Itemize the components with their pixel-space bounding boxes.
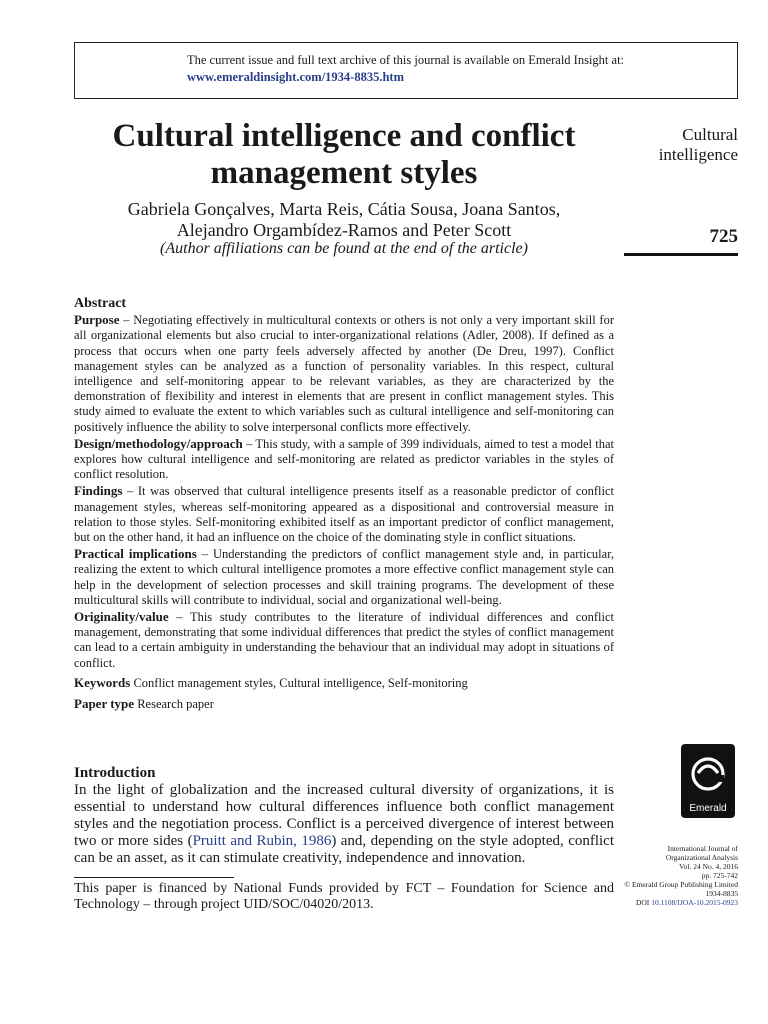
abstract-findings: [74, 483, 614, 545]
keywords-label: Keywords: [74, 674, 131, 690]
practical-label: Practical implications: [74, 546, 197, 562]
doi-label: DOI: [635, 898, 652, 907]
banner-text: The current issue and full text archive of this journal is available on Emerald Insight at:: [187, 53, 625, 67]
introduction-paragraph: [74, 782, 614, 867]
funding-footnote: This paper is financed by National Funds provided by FCT – Foundation for Science and Technology – through project UID/SOC/04020/2013.: [74, 881, 614, 912]
author-list: [74, 199, 614, 241]
design-label: Design/methodology/approach: [74, 435, 243, 451]
page-number: 725: [709, 226, 738, 247]
emerald-logo-label: Emerald: [689, 803, 727, 814]
journal-info-line-3: Vol. 24 No. 4, 2016: [679, 862, 738, 871]
introduction-heading: Introduction: [74, 765, 156, 781]
journal-info-line-2: Organizational Analysis: [665, 853, 738, 862]
journal-archive-banner: [74, 42, 738, 99]
introduction-text-end: ) and, depending on the style adopted, conflict can be an asset, as it can stimulate creativity, independence and innovation.: [74, 833, 615, 866]
article-title: [74, 118, 614, 192]
running-head-line-1: Cultural: [682, 125, 738, 144]
practical-text: – Understanding the predictors of conflict management style and, in particular, realizing the extent to which cultural intelligence promotes a more effective conflict management style can help in the development of selection processes and skill training programs. The development of these multicultural skills will contribute to individual, social and organizational well-being.: [74, 547, 614, 607]
journal-info: [618, 844, 738, 907]
paper-type-label: Paper type: [74, 696, 135, 712]
abstract-practical: [74, 546, 614, 608]
findings-label: Findings: [74, 483, 123, 499]
doi-link[interactable]: 10.1108/IJOA-10.2015-0923: [651, 898, 738, 907]
abstract-design: [74, 436, 614, 483]
abstract-keywords: [74, 675, 614, 691]
abstract-purpose: [74, 312, 614, 435]
purpose-text: – Negotiating effectively in multicultural contexts or others is not only a very important skill for all organizational elements but also crucial to inter-organizational relations (Adler, 2008). If defined as a process that occurs when one party feels adversely affected by another (De Dreu, 1997). Conflict management styles can be analyzed as a function of personality variables. In this respect, cultural intelligence and self-monitoring appear to be relevant variables, as they are characterized by the demonstration of flexibility and interest in elements that are present in conflict management styles. This study aimed to evaluate the extent to which variables such as cultural intelligence and self-monitoring can positively influence the ability to solve interpersonal conflicts more effectively.: [74, 313, 614, 434]
paper-type-text: Research paper: [134, 697, 214, 712]
footnote-rule: [74, 877, 234, 878]
journal-info-line-5: © Emerald Group Publishing Limited: [624, 880, 738, 889]
title-line-2: management styles: [210, 155, 478, 191]
introduction-section: [74, 765, 614, 867]
emerald-e-icon: [681, 744, 735, 804]
journal-info-line-1: International Journal of: [667, 844, 738, 853]
doi-line: [618, 898, 738, 907]
design-text: – This study, with a sample of 399 individuals, aimed to test a model that explores how cultural intelligence and self-monitoring are related as predictor variables in the styles of conflict resolution.: [74, 436, 614, 482]
running-head-line-2: intelligence: [658, 145, 738, 164]
originality-label: Originality/value: [74, 609, 169, 625]
introduction-text-start: In the light of globalization and the increased cultural diversity of organizations, it is essential to understand how cultural differences influence both conflict management styles and the negotiation process. Conflict is a perceived divergence of interest between two or more sides (: [74, 782, 614, 849]
affiliation-note: (Author affiliations can be found at the end of the article): [160, 240, 528, 257]
abstract-paper-type: [74, 696, 614, 712]
originality-text: – This study contributes to the literature of individual differences and conflict management, demonstrating that some individual differences that predict the styles of conflict management can lead to a certain ambiguity in understanding the behaviour that an individual may adopt in situations of conflict.: [74, 610, 614, 670]
abstract-originality: [74, 609, 614, 671]
purpose-label: Purpose: [74, 312, 120, 328]
journal-info-line-4: pp. 725-742: [701, 871, 738, 880]
findings-text: – It was observed that cultural intelligence presents itself as a reasonable predictor of conflict management styles, whereas self-monitoring appeared as a dispositional and controversial measure in relation to those styles. Self-monitoring exhibited itself as an important predictor of conflict management, but on the other hand, it had an influence on the choice of the dominating style in conflict situations.: [74, 484, 614, 545]
journal-url-link[interactable]: www.emeraldinsight.com/1934-8835.htm: [187, 70, 404, 84]
abstract-section: [74, 296, 614, 713]
title-line-1: Cultural intelligence and conflict: [112, 118, 576, 154]
emerald-logo: [681, 744, 735, 818]
authors-line-1: Gabriela Gonçalves, Marta Reis, Cátia Sousa, Joana Santos,: [127, 199, 561, 219]
running-head: [624, 125, 738, 165]
citation-link[interactable]: Pruitt and Rubin, 1986: [192, 833, 332, 849]
page-number-rule: [624, 253, 738, 256]
keywords-text: Conflict management styles, Cultural intelligence, Self-monitoring: [130, 675, 468, 690]
journal-info-line-6: 1934-8835: [705, 889, 738, 898]
authors-line-2: Alejandro Orgambídez-Ramos and Peter Scott: [176, 220, 512, 240]
abstract-heading: Abstract: [74, 296, 127, 311]
